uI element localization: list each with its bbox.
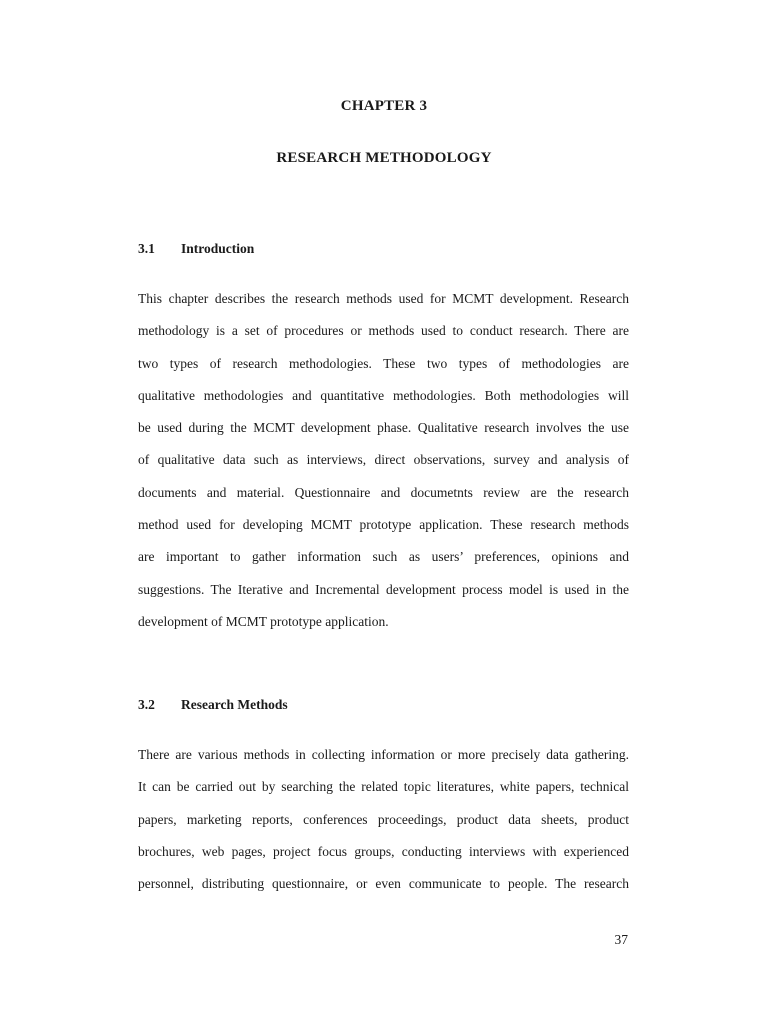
section-number: 3.2 — [138, 697, 155, 712]
paragraph-line: method used for developing MCMT prototype application. These research methods — [138, 517, 629, 533]
paragraph-line: documents and material. Questionnaire and documetnts review are the research — [138, 484, 629, 500]
paragraph-line: development of MCMT prototype application. — [138, 613, 389, 629]
paragraph-line: methodology is a set of procedures or methods used to conduct research. There are — [138, 323, 629, 339]
section-title: Research Methods — [181, 697, 288, 712]
chapter-title: RESEARCH METHODOLOGY — [276, 150, 492, 166]
section-heading-research-methods — [138, 697, 288, 713]
introduction-paragraph — [138, 288, 629, 643]
paragraph-line: of qualitative data such as interviews, direct observations, survey and analysis of — [138, 452, 629, 468]
paragraph-line: It can be carried out by searching the related topic literatures, white papers, technical — [138, 779, 629, 795]
chapter-label: CHAPTER 3 — [340, 98, 428, 114]
section-heading-introduction — [138, 241, 254, 257]
paragraph-line: This chapter describes the research methods used for MCMT development. Research — [138, 291, 629, 306]
paragraph-line: be used during the MCMT development phase. Qualitative research involves the use — [138, 420, 629, 436]
paragraph-line: qualitative methodologies and quantitative methodologies. Both methodologies will — [138, 387, 629, 403]
paragraph-line: brochures, web pages, project focus groups, conducting interviews with experienced — [138, 843, 629, 859]
section-title: Introduction — [181, 241, 255, 256]
research-methods-paragraph — [138, 744, 629, 905]
paragraph-line: suggestions. The Iterative and Incremental development process model is used in the — [138, 581, 629, 597]
paragraph-line: personnel, distributing questionnaire, or even communicate to people. The research — [138, 876, 629, 892]
paragraph-line: papers, marketing reports, conferences proceedings, product data sheets, product — [138, 811, 629, 827]
paragraph-line: There are various methods in collecting information or more precisely data gathering. — [138, 747, 629, 762]
section-number: 3.1 — [138, 241, 155, 256]
page-number: 37 — [614, 932, 628, 947]
paragraph-line: are important to gather information such as users’ preferences, opinions and — [138, 549, 629, 565]
paragraph-line: two types of research methodologies. These two types of methodologies are — [138, 355, 629, 371]
